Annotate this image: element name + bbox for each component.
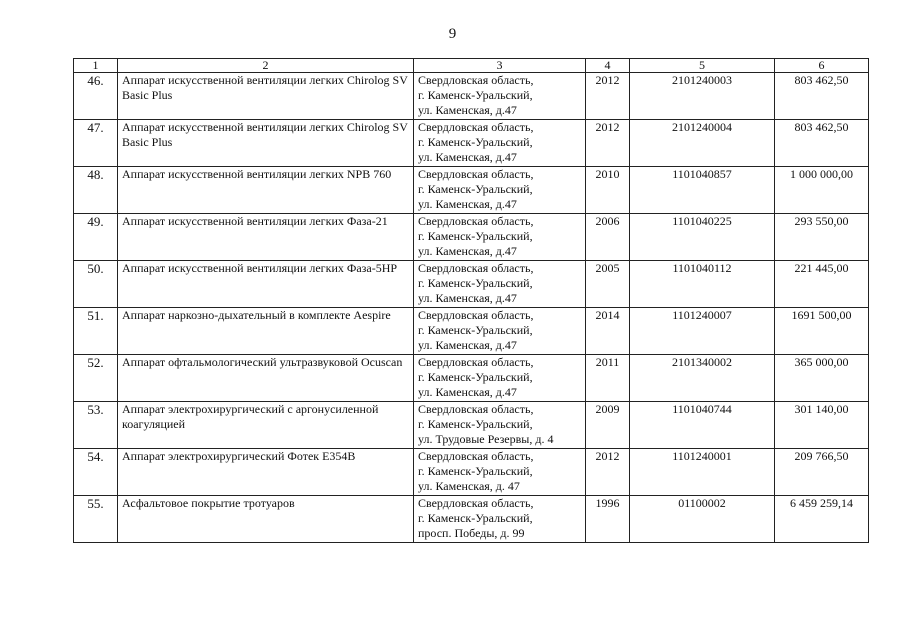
address-line: ул. Трудовые Резервы, д. 4 xyxy=(418,432,554,446)
cost-cell: 209 766,50 xyxy=(775,449,869,496)
address-line: г. Каменск-Уральский, xyxy=(418,511,533,525)
cost-cell: 6 459 259,14 xyxy=(775,496,869,543)
year-cell: 2009 xyxy=(586,402,630,449)
cost-cell: 1691 500,00 xyxy=(775,308,869,355)
inventory-number-cell: 01100002 xyxy=(630,496,775,543)
address-line: просп. Победы, д. 99 xyxy=(418,526,525,540)
year-cell: 2011 xyxy=(586,355,630,402)
column-header: 5 xyxy=(630,59,775,73)
year-cell: 2012 xyxy=(586,73,630,120)
table-row xyxy=(74,449,869,496)
year-cell: 2005 xyxy=(586,261,630,308)
property-table xyxy=(73,58,869,543)
row-number-cell: 50. xyxy=(74,261,118,308)
inventory-number-cell: 2101240004 xyxy=(630,120,775,167)
row-number-cell: 52. xyxy=(74,355,118,402)
year-cell: 1996 xyxy=(586,496,630,543)
cost-cell: 803 462,50 xyxy=(775,73,869,120)
table-row xyxy=(74,214,869,261)
column-header: 3 xyxy=(414,59,586,73)
item-name-cell: Аппарат искусственной вентиляции легких Chirolog SV Basic Plus xyxy=(118,120,414,167)
table-row xyxy=(74,308,869,355)
table-row xyxy=(74,261,869,308)
year-cell: 2012 xyxy=(586,120,630,167)
address-cell xyxy=(414,402,586,449)
item-name-cell: Аппарат искусственной вентиляции легких Фаза-21 xyxy=(118,214,414,261)
item-name-cell: Аппарат офтальмологический ультразвуковой Ocuscan xyxy=(118,355,414,402)
address-line: г. Каменск-Уральский, xyxy=(418,417,533,431)
column-header: 6 xyxy=(775,59,869,73)
address-line: ул. Каменская, д.47 xyxy=(418,103,517,117)
year-cell: 2014 xyxy=(586,308,630,355)
address-cell xyxy=(414,214,586,261)
cost-cell: 365 000,00 xyxy=(775,355,869,402)
cost-cell: 293 550,00 xyxy=(775,214,869,261)
address-line: ул. Каменская, д. 47 xyxy=(418,479,520,493)
address-line: г. Каменск-Уральский, xyxy=(418,464,533,478)
address-line: г. Каменск-Уральский, xyxy=(418,276,533,290)
item-name-cell: Аппарат искусственной вентиляции легких Chirolog SV Basic Plus xyxy=(118,73,414,120)
address-line: г. Каменск-Уральский, xyxy=(418,88,533,102)
item-name-cell: Аппарат электрохирургический с аргонусиленной коагуляцией xyxy=(118,402,414,449)
page-number: 9 xyxy=(448,26,457,42)
item-name-cell: Аппарат электрохирургический Фотек Е354В xyxy=(118,449,414,496)
address-line: Свердловская область, xyxy=(418,120,534,134)
row-number-cell: 46. xyxy=(74,73,118,120)
address-cell xyxy=(414,308,586,355)
address-line: Свердловская область, xyxy=(418,308,534,322)
address-line: Свердловская область, xyxy=(418,355,534,369)
address-cell xyxy=(414,355,586,402)
address-line: Свердловская область, xyxy=(418,73,534,87)
row-number-cell: 49. xyxy=(74,214,118,261)
address-cell xyxy=(414,73,586,120)
table-row xyxy=(74,120,869,167)
table-row xyxy=(74,496,869,543)
table-row xyxy=(74,167,869,214)
address-line: г. Каменск-Уральский, xyxy=(418,229,533,243)
address-line: Свердловская область, xyxy=(418,449,534,463)
header-row xyxy=(74,59,869,73)
column-header: 1 xyxy=(74,59,118,73)
address-line: Свердловская область, xyxy=(418,167,534,181)
row-number-cell: 47. xyxy=(74,120,118,167)
item-name-cell: Аппарат искусственной вентиляции легких Фаза-5НР xyxy=(118,261,414,308)
inventory-number-cell: 1101240001 xyxy=(630,449,775,496)
table-row xyxy=(74,73,869,120)
address-line: ул. Каменская, д.47 xyxy=(418,150,517,164)
table-body xyxy=(74,73,869,543)
row-number-cell: 53. xyxy=(74,402,118,449)
inventory-number-cell: 1101040225 xyxy=(630,214,775,261)
address-cell xyxy=(414,167,586,214)
inventory-number-cell: 1101040744 xyxy=(630,402,775,449)
address-line: г. Каменск-Уральский, xyxy=(418,323,533,337)
address-line: ул. Каменская, д.47 xyxy=(418,385,517,399)
address-line: г. Каменск-Уральский, xyxy=(418,370,533,384)
address-line: Свердловская область, xyxy=(418,261,534,275)
year-cell: 2010 xyxy=(586,167,630,214)
address-line: Свердловская область, xyxy=(418,214,534,228)
column-header: 4 xyxy=(586,59,630,73)
address-cell xyxy=(414,261,586,308)
row-number-cell: 54. xyxy=(74,449,118,496)
address-line: г. Каменск-Уральский, xyxy=(418,182,533,196)
address-cell xyxy=(414,120,586,167)
table-row xyxy=(74,355,869,402)
row-number-cell: 51. xyxy=(74,308,118,355)
item-name-cell: Аппарат искусственной вентиляции легких NPB 760 xyxy=(118,167,414,214)
item-name-cell: Асфальтовое покрытие тротуаров xyxy=(118,496,414,543)
inventory-number-cell: 2101240003 xyxy=(630,73,775,120)
year-cell: 2006 xyxy=(586,214,630,261)
address-line: ул. Каменская, д.47 xyxy=(418,338,517,352)
cost-cell: 221 445,00 xyxy=(775,261,869,308)
address-line: г. Каменск-Уральский, xyxy=(418,135,533,149)
inventory-number-cell: 1101040112 xyxy=(630,261,775,308)
address-line: ул. Каменская, д.47 xyxy=(418,197,517,211)
address-cell xyxy=(414,496,586,543)
year-cell: 2012 xyxy=(586,449,630,496)
address-line: Свердловская область, xyxy=(418,402,534,416)
row-number-cell: 55. xyxy=(74,496,118,543)
table-row xyxy=(74,402,869,449)
address-line: ул. Каменская, д.47 xyxy=(418,244,517,258)
cost-cell: 301 140,00 xyxy=(775,402,869,449)
address-line: Свердловская область, xyxy=(418,496,534,510)
inventory-number-cell: 1101240007 xyxy=(630,308,775,355)
column-header: 2 xyxy=(118,59,414,73)
inventory-number-cell: 2101340002 xyxy=(630,355,775,402)
address-cell xyxy=(414,449,586,496)
item-name-cell: Аппарат наркозно-дыхательный в комплекте Aespire xyxy=(118,308,414,355)
cost-cell: 803 462,50 xyxy=(775,120,869,167)
inventory-number-cell: 1101040857 xyxy=(630,167,775,214)
row-number-cell: 48. xyxy=(74,167,118,214)
address-line: ул. Каменская, д.47 xyxy=(418,291,517,305)
cost-cell: 1 000 000,00 xyxy=(775,167,869,214)
